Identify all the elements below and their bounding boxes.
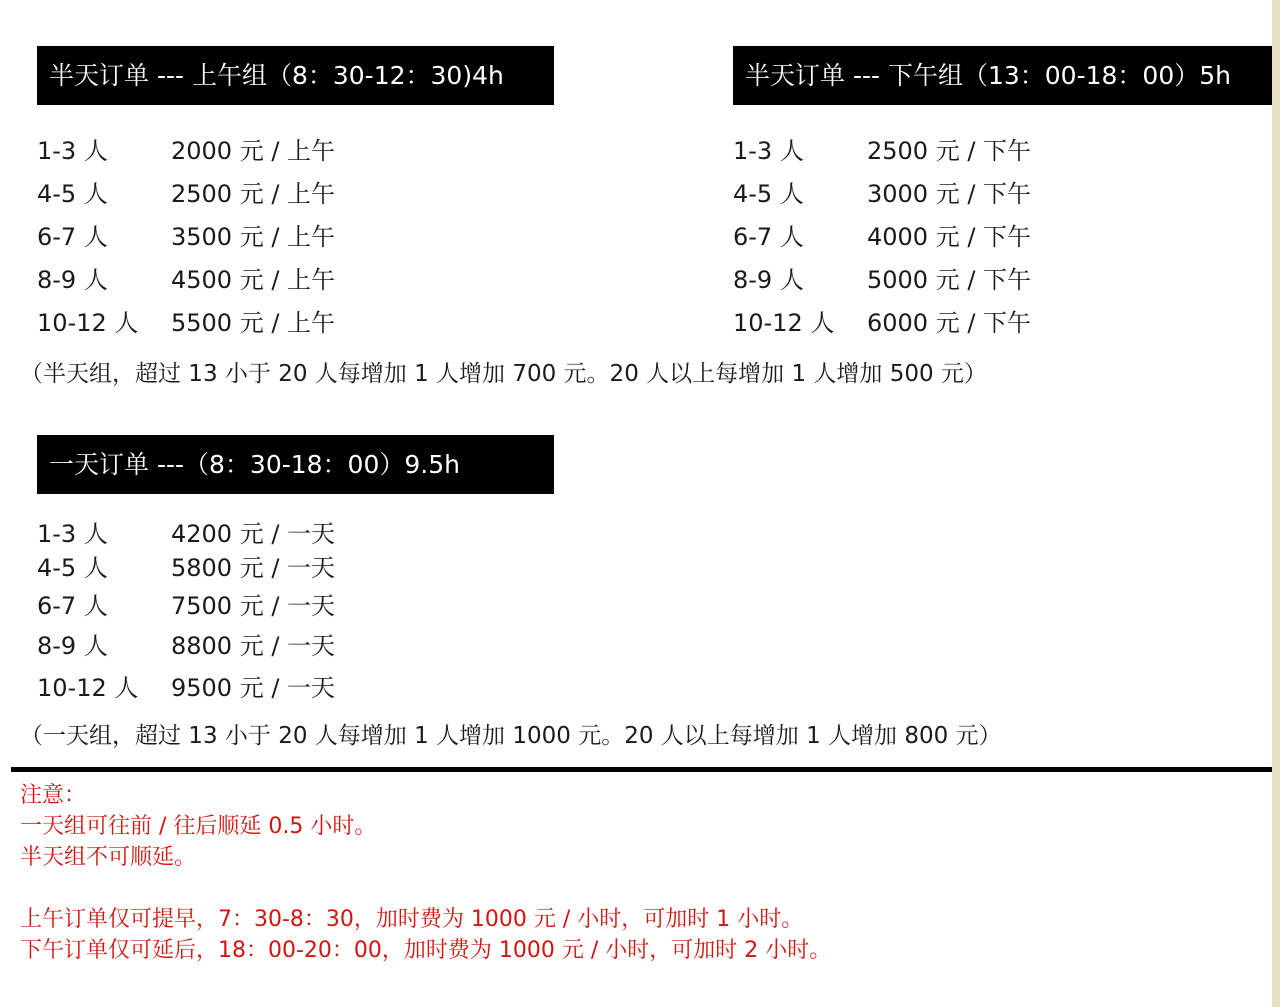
full-day-group-header: 一天订单 ---（8：30-18：00）9.5h xyxy=(37,435,554,494)
people-count: 10-12 人 xyxy=(37,674,139,702)
notice-line: 一天组可往前 / 往后顺延 0.5 小时。 xyxy=(20,814,377,839)
price-value: 2500 元 / 上午 xyxy=(171,180,336,208)
people-count: 4-5 人 xyxy=(733,180,804,208)
price-value: 8800 元 / 一天 xyxy=(171,632,336,660)
price-value: 4000 元 / 下午 xyxy=(867,223,1032,251)
people-count: 6-7 人 xyxy=(733,223,804,251)
people-count: 1-3 人 xyxy=(733,137,804,165)
price-value: 9500 元 / 一天 xyxy=(171,674,336,702)
price-value: 5000 元 / 下午 xyxy=(867,266,1032,294)
people-count: 4-5 人 xyxy=(37,554,108,582)
notice-line: 上午订单仅可提早，7：30-8：30，加时费为 1000 元 / 小时，可加时 1 小时。 xyxy=(20,907,804,932)
half-day-surcharge-note: （半天组，超过 13 小于 20 人每增加 1 人增加 700 元。20 人以上每增加 1 人增加 500 元） xyxy=(20,361,987,387)
people-count: 6-7 人 xyxy=(37,223,108,251)
price-value: 4200 元 / 一天 xyxy=(171,520,336,548)
people-count: 6-7 人 xyxy=(37,592,108,620)
people-count: 1-3 人 xyxy=(37,137,108,165)
price-value: 5500 元 / 上午 xyxy=(171,309,336,337)
price-value: 2500 元 / 下午 xyxy=(867,137,1032,165)
price-value: 7500 元 / 一天 xyxy=(171,592,336,620)
notice-line: 下午订单仅可延后，18：00-20：00，加时费为 1000 元 / 小时，可加时 2 小时。 xyxy=(20,938,832,963)
right-edge-strip xyxy=(1272,0,1280,1007)
people-count: 8-9 人 xyxy=(733,266,804,294)
afternoon-group-header: 半天订单 --- 下午组（13：00-18：00）5h xyxy=(733,46,1272,105)
morning-group-header: 半天订单 --- 上午组（8：30-12：30)4h xyxy=(37,46,554,105)
notice-title: 注意： xyxy=(20,783,87,808)
people-count: 1-3 人 xyxy=(37,520,108,548)
price-value: 4500 元 / 上午 xyxy=(171,266,336,294)
people-count: 4-5 人 xyxy=(37,180,108,208)
people-count: 8-9 人 xyxy=(37,266,108,294)
full-day-surcharge-note: （一天组，超过 13 小于 20 人每增加 1 人增加 1000 元。20 人以上每增加 1 人增加 800 元） xyxy=(20,723,1002,749)
price-value: 6000 元 / 下午 xyxy=(867,309,1032,337)
people-count: 10-12 人 xyxy=(733,309,835,337)
people-count: 10-12 人 xyxy=(37,309,139,337)
price-value: 3000 元 / 下午 xyxy=(867,180,1032,208)
price-value: 3500 元 / 上午 xyxy=(171,223,336,251)
price-value: 2000 元 / 上午 xyxy=(171,137,336,165)
people-count: 8-9 人 xyxy=(37,632,108,660)
section-divider xyxy=(11,767,1272,772)
price-value: 5800 元 / 一天 xyxy=(171,554,336,582)
notice-line: 半天组不可顺延。 xyxy=(20,845,197,870)
